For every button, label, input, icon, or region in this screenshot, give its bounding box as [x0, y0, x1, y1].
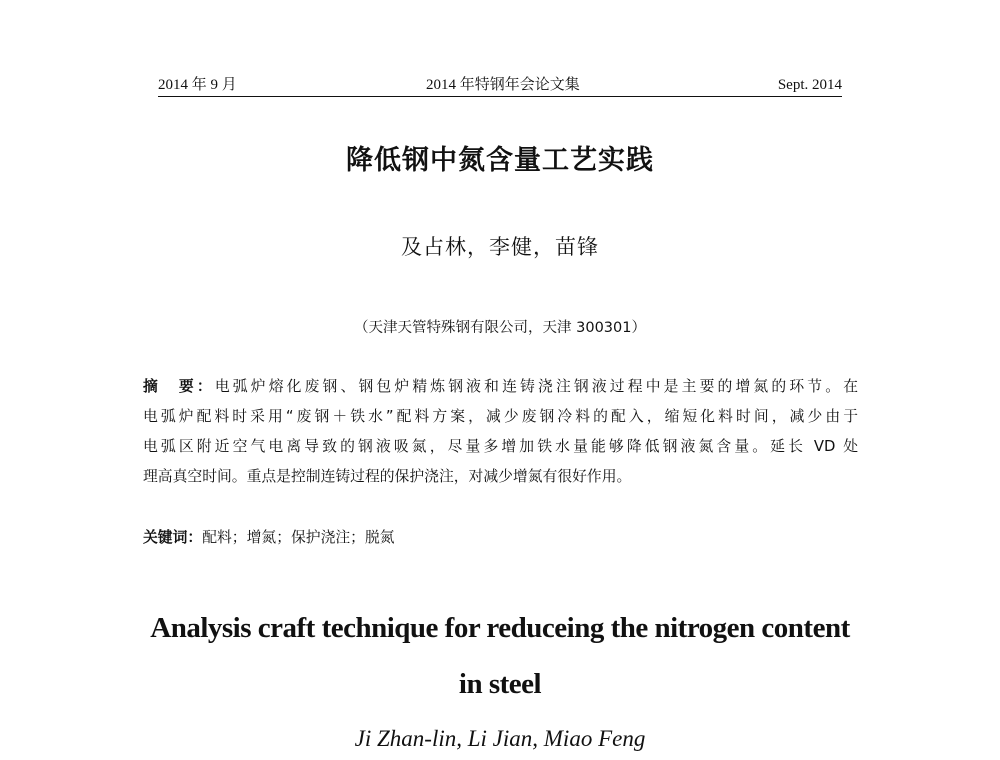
abstract-line-4: 理高真空时间。重点是控制连铸过程的保护浇注，对减少增氮有很好作用。 — [143, 468, 632, 485]
header-date-cn: 2014 年 9 月 — [158, 77, 237, 93]
keywords-text: 配料；增氮；保护浇注；脱氮 — [202, 529, 395, 546]
abstract-text-1: 电弧炉熔化废钢、钢包炉精炼钢液和连铸浇注钢液过程中是主要的增氮的环节。在 — [214, 378, 858, 395]
paper-title-cn: 降低钢中氮含量工艺实践 — [346, 145, 654, 176]
running-header — [158, 74, 842, 97]
abstract — [143, 372, 858, 492]
header-date-en: Sept. 2014 — [777, 77, 842, 93]
authors-cn: 及占林，李健，苗锋 — [401, 235, 599, 259]
affiliation-cn: （天津天管特殊钢有限公司，天津 300301） — [354, 320, 646, 336]
header-proceedings-title: 2014 年特钢年会论文集 — [426, 77, 580, 93]
paper-title-en-line-1: Analysis craft technique for reduceing the nitrogen content — [150, 612, 850, 644]
authors-en: Ji Zhan-lin, Li Jian, Miao Feng — [354, 726, 646, 751]
keywords — [143, 526, 858, 547]
abstract-line-3: 电弧区附近空气电离导致的钢液吸氮，尽量多增加铁水量能够降低钢液氮含量。延长 VD 处 — [143, 438, 858, 455]
abstract-line-1 — [143, 372, 858, 402]
abstract-line-2: 电弧炉配料时采用“废钢＋铁水”配料方案，减少废钢冷料的配入，缩短化料时间，减少由于 — [143, 408, 858, 425]
paper-title-en-line-2: in steel — [458, 668, 542, 700]
keywords-label: 关键词： — [143, 529, 203, 546]
abstract-label: 摘 要： — [143, 378, 215, 395]
